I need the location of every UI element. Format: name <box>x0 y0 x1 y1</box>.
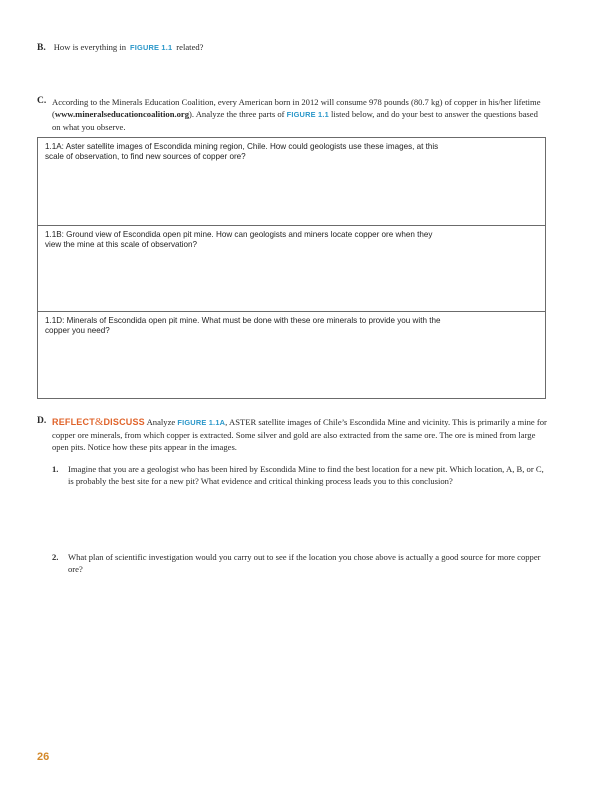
list-item <box>52 463 544 487</box>
discuss-label: DISCUSS <box>103 417 145 427</box>
question-b <box>37 37 547 55</box>
question-d-text <box>52 416 547 454</box>
item-number: 2. <box>52 552 59 562</box>
question-b-letter: B. <box>37 43 46 53</box>
question-c-letter: C. <box>37 96 47 106</box>
row-prompt: 1.1B: Ground view of Escondida open pit mine. How can geologists and miners locate copper ore when they view the mine at this scale of observation? <box>45 230 433 250</box>
list-item <box>52 551 544 575</box>
question-d-body: , ASTER satellite images of Chile’s Escondida Mine and vicinity. This is primarily a mine for copper ore minerals, from which copper is extracted. Some silver and gold are also extracted from the same ore. The ore is mined from large open pits. Notice how these pits appear in the images. <box>52 417 547 453</box>
answer-row-1-1a[interactable] <box>38 138 545 226</box>
question-c-part3: listed below, and do your best to answer the questions based on what you observe. <box>52 109 538 133</box>
row-prompt: 1.1D: Minerals of Escondida open pit mine. What must be done with these ore minerals to provide you with the copper you need? <box>45 316 441 336</box>
question-c-part1: According to the Minerals Education Coalition, every American born in 2012 will consume 978 pounds (80.7 kg) of copper in his/her lifetime ( <box>52 97 541 120</box>
ampersand: & <box>94 416 104 428</box>
question-c <box>37 96 547 134</box>
question-b-text: How is everything in <box>53 42 127 52</box>
question-c-part2: ). Analyze the three parts of <box>189 109 285 120</box>
item-text: Imagine that you are a geologist who has been hired by Escondida Mine to find the best location for a new pit. Which location, A, B, or C, is probably the best site for a new pit? What evidence and critical thinking process leads you to this conclusion? <box>68 464 544 487</box>
question-d <box>37 416 547 454</box>
figure-reference: FIGURE 1.1 <box>286 110 329 120</box>
item-text: What plan of scientific investigation would you carry out to see if the location you chose above is actually a good source for more copper ore? <box>68 552 541 575</box>
question-b-text-end: related? <box>176 42 204 52</box>
page-number: 26 <box>37 751 50 763</box>
website-url: www.mineralseducationcoalition.org <box>54 109 190 120</box>
item-number: 1. <box>52 464 59 474</box>
question-d-letter: D. <box>37 416 47 426</box>
answer-row-1-1b[interactable] <box>38 226 545 312</box>
answer-row-1-1d[interactable] <box>38 312 545 398</box>
figure-reference: FIGURE 1.1 <box>130 43 173 52</box>
analyze-word: Analyze <box>146 417 176 427</box>
row-prompt: 1.1A: Aster satellite images of Escondida mining region, Chile. How could geologists use these images, at this scale of observation, to find new sources of copper ore? <box>45 142 439 162</box>
figure-reference: FIGURE 1.1A <box>177 418 226 427</box>
reflect-label: REFLECT <box>52 417 95 427</box>
question-c-text <box>52 96 547 134</box>
answer-table <box>37 137 546 399</box>
